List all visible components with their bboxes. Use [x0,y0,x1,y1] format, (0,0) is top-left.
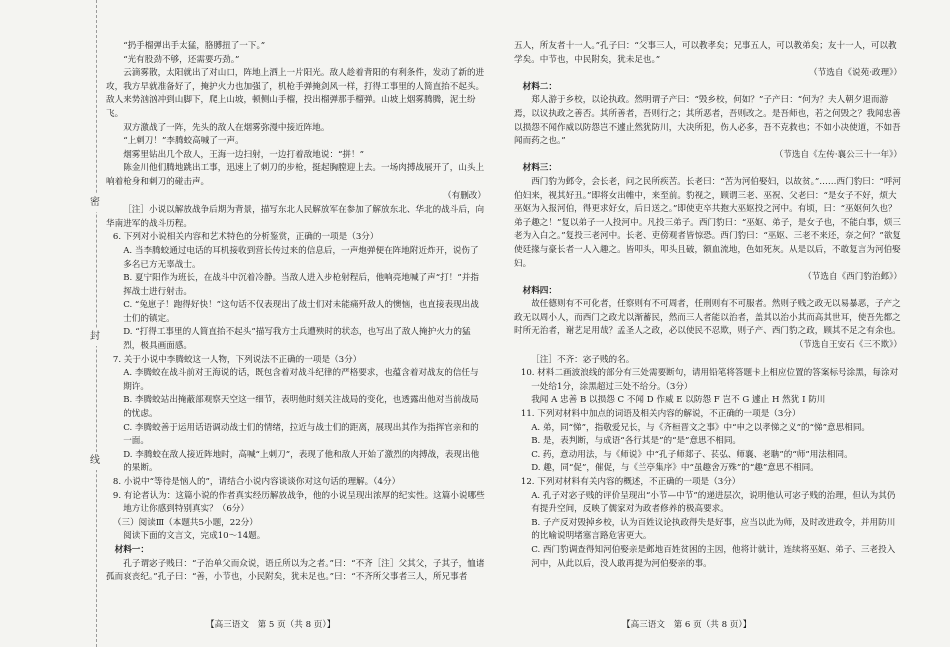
text-line: （有删改） [443,190,486,201]
text-line: “光有股劲不够，还需要巧劲。” [123,54,240,65]
binding-margin [0,0,100,647]
text-line: A. 当李腾蛟通过电话的耳机接收到营长传过来的信息后，一声炮弹便在阵地附近炸开，说伤了多名已方无辜战士。 [123,245,479,270]
text-line: 烟雾里钻出几个敌人，王海一边扫射，一边打着敌地说：“拼！” [123,149,365,160]
text-line: A. 弟，同“悌”，指敬爱兄长，与《齐桓晋文之事》中“申之以孝悌之义”的“悌”意思相同。 [531,422,871,433]
text-line: 双方激战了一阵，先头的敌人在烟雾弥漫中接近阵地。 [123,122,330,133]
text-line: 材料一： [114,544,149,555]
text-line: D. 趣，同“促”，催促，与《兰亭集序》中“虽趣舍万殊”的“趣”意思不相同。 [531,463,819,474]
text-line: 我闻 A 忠善 B 以损怨 C 不闻 D 作威 E 以防怨 F 岂不 G 遽止 H 然犹 I 防川 [531,395,826,406]
text-line: “扔手榴弹出手太猛，胳膊扭了一下。” [123,41,266,51]
binding-char: 封 [86,328,104,346]
text-line: （三）阅读Ⅲ（本题共5小题，22分） [112,517,258,528]
text-line: （节选自《左传·襄公三十一年》） [774,149,902,160]
text-line: 孔子谓宓子贱曰：“子治单父而众说，语丘所以为之者。”曰：“不齐［注］父其父，子其子，恤诸孤而哀丧纪。”孔子曰：“善，小节也，小民附矣，犹未足也。”曰：“不齐所父事者三人，所兄事者 [106,558,485,583]
text-line: B. 李腾蛟站出掩蔽部观察天空这一细节，表明他时刻关注战局的变化，也透露出他对当前战局的忧虑。 [123,395,479,420]
text-line: “上刺刀！”李腾蛟高喊了一声。 [123,136,244,147]
text-line: D. 李腾蛟在敌人接近阵地时，高喊“上刺刀”，表现了他和敌人开始了激烈的肉搏战，表现出他的果断。 [123,449,480,474]
text-line: ［注］小说以解放战争后期为背景，描写东北人民解放军在参加了解放东北、华北的战斗后，向华南进军的战斗历程。 [106,205,485,229]
text-line: D. “打得工事里的人简直抬不起头”描写我方士兵遭殃时的状态，也写出了敌人掩护火力的猛烈，极具画面感。 [123,327,471,352]
text-line: 材料四： [522,285,557,296]
text-line: C. “兔崽子！跑得好快！”这句话不仅表现出了战士们对未能痛歼敌人的懊恼，也直接表现出战士们的镇定。 [123,300,479,324]
text-line: C. 西门豹调查得知河伯娶亲是邺地百姓贫困的主因，他将计就计，连续将巫妪、弟子、三老投入河中，从此以后，没人敢再提为河伯娶亲的事。 [531,544,896,569]
text-line: 12. 下列对材料有关内容的概述，不正确的一项是（3分） [520,477,741,487]
text-line: （节选自《西门豹治邺》） [803,272,902,283]
text-line: ［注］不齐：宓子贱的名。 [531,354,635,365]
binding-char: 线 [86,452,104,470]
page-footer-left: 【高三语文 第 5 页（共 8 页）】 [206,620,336,630]
text-line: 五人，所友者十一人。”孔子曰：“父事三人，可以教孝矣；兄事五人，可以教弟矣；友十一人，可以教学矣。中节也，中民附矣，犹未足也。” [514,41,897,65]
text-line: 材料三： [522,163,557,174]
text-line: A. 李腾蛟在战斗前对王海说的话，既包含着对战斗纪律的严格要求，也蕴含着对战友的信任与期许。 [123,368,479,392]
page-footer-right: 【高三语文 第 6 页（共 8 页）】 [622,620,752,630]
text-line: B. 子产反对毁掉乡校，认为百姓议论执政得失是好事，应当以此为师，及时改进政令，并用防川的比喻说明堵塞言路危害更大。 [531,517,896,542]
text-line: （节选自《说苑·政理》） [809,68,902,79]
text-line: A. 孔子对宓子贱的评价呈现出“小节—中节”的递进层次，说明他认可宓子贱的治理，但认为其仍有提升空间，反映了儒家对为政者修养的极高要求。 [531,490,896,515]
text-line: C. 李腾蛟善于运用话语调动战士们的情绪，拉近与战士们的距离，展现出其作为指挥官亲和的一面。 [123,422,479,447]
page-5-column [106,40,486,610]
text-line: 11. 下列对材料中加点的词语及相关内容的解说，不正确的一项是（3分） [520,409,801,420]
text-line: 6. 下列对小说相关内容和艺术特色的分析鉴赏，正确的一项是（3分） [112,232,379,243]
text-line: 9. 有论者认为：这篇小说的作者真实经历解放战争，他的小说呈现出浓厚的纪实性。这篇小说哪些地方让你感到特别真实？（6分） [112,490,485,515]
page-6-column [514,40,902,610]
text-line: C. 药，意动用法，与《师说》中“孔子师郯子、苌弘、师襄、老聃”的“师”用法相同。 [531,449,853,460]
text-line: 云滴雾散，太阳就出了对山口，阵地上洒上一片阳光。敌人趁着背阳的有利条件，发动了新的进攻，我方早就准备好了，掩护火力也加强了，机枪手弹掩剑风一样，打得工事里的人简直抬不起头。敌人来势汹汹冲到山脚下，爬上山坡，顿侧山手榴，投出榴弹那手榴弹。山坡上烟雾腾腾，泥土纷飞。 [106,68,485,119]
text-line: 材料二： [522,81,557,92]
text-line: 阅读下面的文言文，完成10～14题。 [123,531,266,542]
text-line: 郑人游于乡校，以论执政。然明谓子产曰：“毁乡校，何如？”子产曰：“何为？夫人朝夕退而游焉，以议执政之善否。其所善者，吾则行之；其所恶者，吾则改之。是吾师也，若之何毁之？我闻忠善以损怨不闻作威以防怨岂不遽止然犹防川，大决所犯，伤人必多，吾不克救也；不如小决使道，不如吾闻而药之也。” [514,95,901,147]
text-line: 西门豹为邺令，会长老，问之民所疾苦。长老曰：“苦为河伯娶妇，以故贫。”……西门豹曰：“呼河伯妇来，视其好丑。”即将女出帷中，来至前。豹视之，顾谓三老、巫祝、父老曰：“是女子不好，烦大巫妪为入报河伯，得更求好女，后日送之。”即使吏卒共抱大巫妪投之河中。有顷，曰：“巫妪何久也？弟子趣之！”复以弟子一人投河中。凡投三弟子。西门豹曰：“巫妪、弟子，是女子也，不能白事，烦三老为入白之。”复投三老河中。长老、吏傍观者皆惊恐。西门豹曰：“巫妪、三老不来还，奈之何？”欲复使廷掾与豪长者一人入趣之。皆叩头，叩头且破，额血流地，色如死灰。从是以后，不敢复言为河伯娶妇。 [514,176,902,269]
text-line: 7. 关于小说中李腾蛟这一人物，下列说法不正确的一项是（3分） [112,354,362,365]
text-line: B. 夏宁阳作为班长，在战斗中沉着冷静。当敌人进入步枪射程后，他响亮地喊了声“打！”并指挥战士进行射击。 [123,273,479,297]
text-line: B. 是，表判断，与成语“各行其是”的“是”意思不相同。 [531,436,742,447]
text-line: 8. 小说中“等待是恼人的”，请结合小说内容谈谈你对这句话的理解。（4分） [112,477,401,487]
text-line: 10. 材料二画波浪线的部分有三处需要断句，请用铅笔将答题卡上相应位置的答案标号涂黑，每涂对一处给1分，涂黑超过三处不给分。（3分） [520,368,899,392]
text-line: （节选自王安石《三不欺》） [794,340,902,351]
text-line: 陈金川他们腾地跳出工事，迅速上了刺刀的步枪，挺起胸膛迎上去。一场肉搏战展开了，山头上响着枪身和刺刀的碰击声。 [106,163,485,187]
text-line: 故任德则有不可化者，任察则有不可周者，任刑则有不可服者。然则子贱之政无以易暴恶，子产之政无以周小人，而西门之政尤以渐蓄民，然而三人者能以治者，盖其以治小其而高其世耳，使吾先都之时所无治者，谢艺足用哉？孟圣人之政，必以使民不忍欺，则子产、西门豹之政，顾其不足之有余也。 [514,299,901,337]
binding-char: 密 [86,194,104,212]
